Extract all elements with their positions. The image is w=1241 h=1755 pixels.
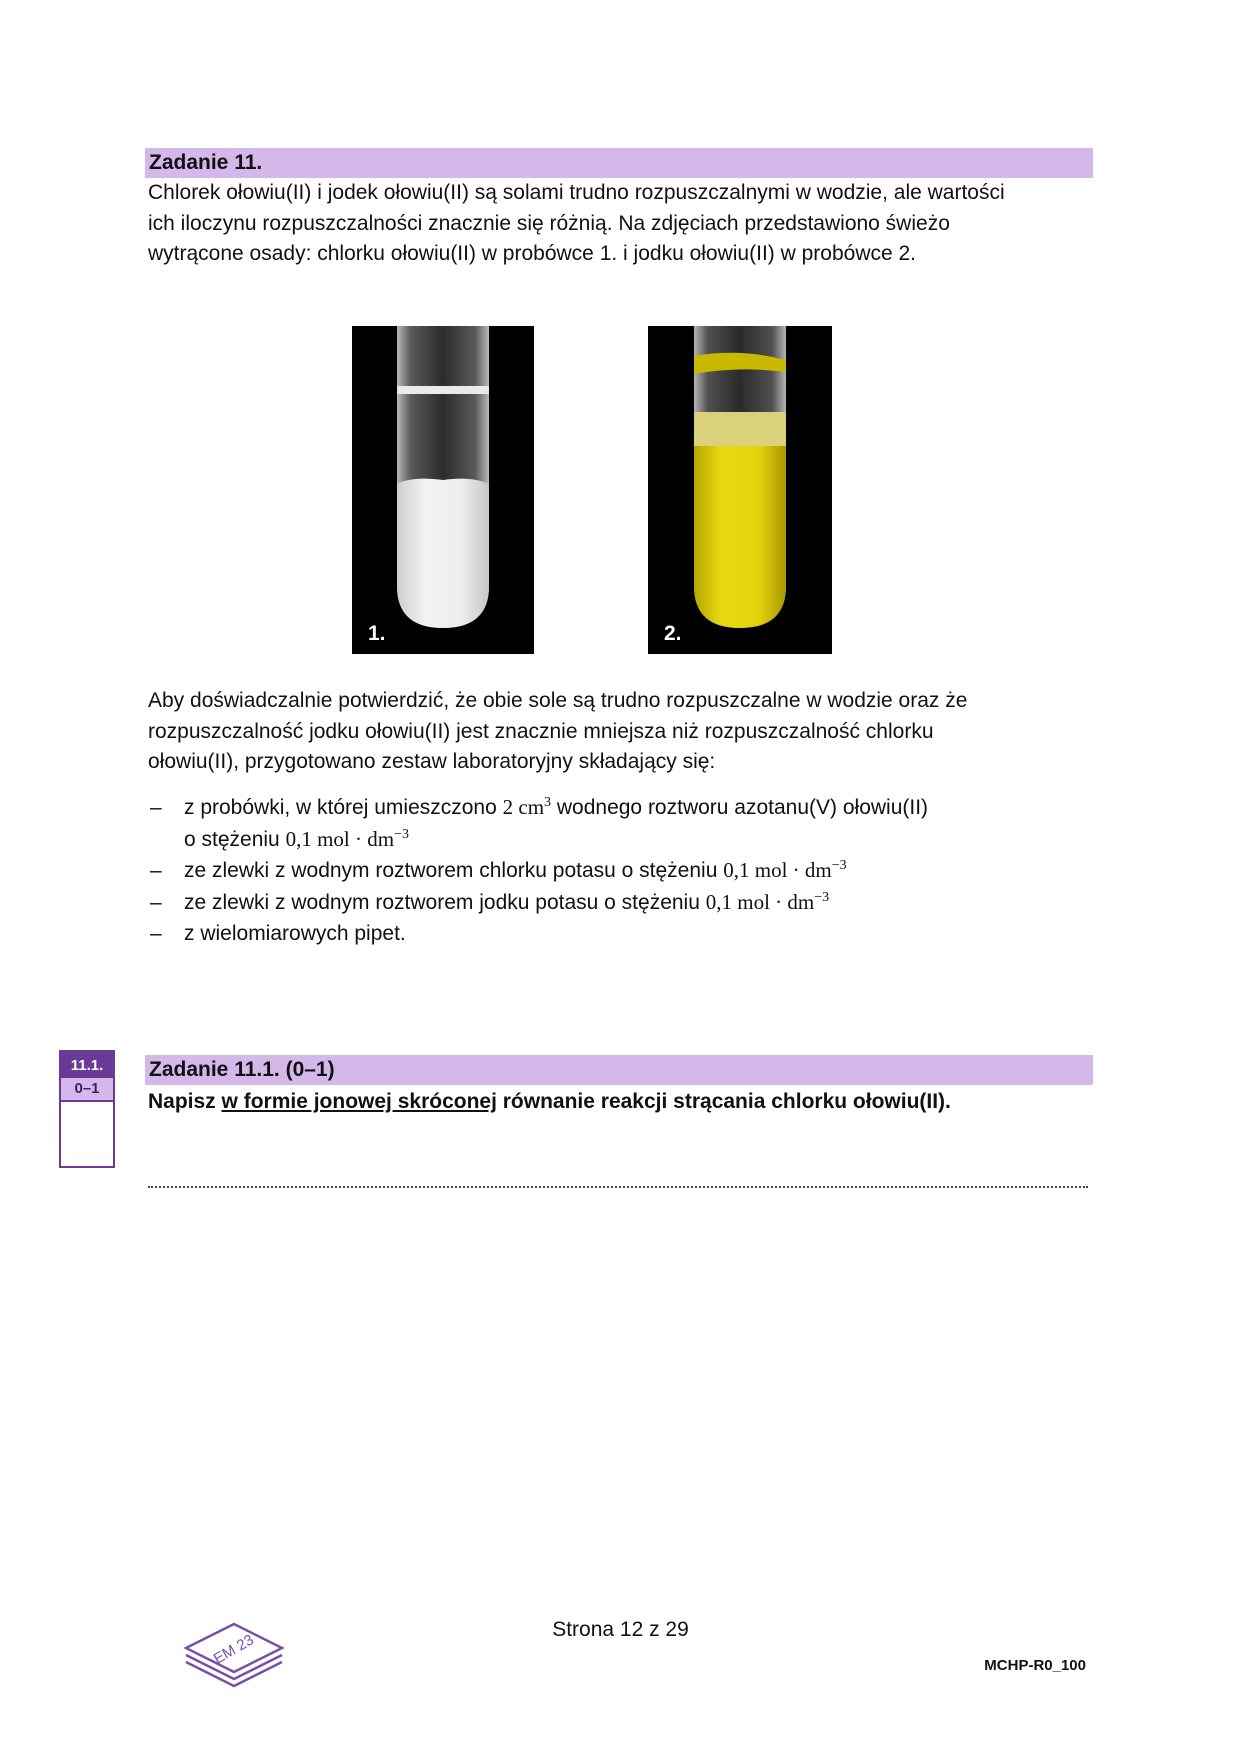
task-title: Zadanie 11. — [145, 148, 1093, 178]
concentration-value: 0,1 mol · dm — [705, 889, 815, 914]
score-task-id: 11.1. — [59, 1050, 115, 1078]
list-item — [148, 887, 928, 919]
concentration-exponent: −3 — [814, 889, 830, 905]
test-tube-photo-2 — [648, 326, 832, 654]
description-line-3: ołowiu(II), przygotowano zestaw laboratoryjny składający się: — [148, 750, 716, 773]
score-range: 0–1 — [59, 1078, 115, 1102]
equipment-list — [148, 792, 928, 950]
test-tube-yellow-precipitate-image — [648, 326, 832, 654]
instruction-text: Napisz — [148, 1090, 222, 1113]
instruction-text: równanie reakcji strącania chlorku ołowiu(II). — [496, 1090, 951, 1113]
photo-label-1: 1. — [368, 622, 386, 645]
instruction-emphasis: w formie jonowej skróconej — [221, 1090, 497, 1113]
concentration-exponent: −3 — [831, 858, 847, 873]
exam-code: MCHP-R0_100 — [984, 1657, 1086, 1674]
logo-text: EM 23 — [210, 1631, 257, 1668]
intro-line-1: Chlorek ołowiu(II) i jodek ołowiu(II) są solami trudno rozpuszczalnymi w wodzie, ale wartości — [148, 181, 1005, 204]
volume-value: 2 cm — [502, 795, 545, 819]
list-item — [148, 792, 928, 855]
concentration-value: 0,1 mol · dm — [285, 826, 395, 851]
score-entry-field[interactable] — [59, 1102, 115, 1168]
task-intro — [148, 178, 1088, 270]
list-item — [148, 918, 928, 950]
page-number: Strona 12 z 29 — [552, 1618, 689, 1641]
test-tube-white-precipitate-image — [352, 326, 534, 654]
list-dash: – — [150, 859, 162, 882]
task-description — [148, 686, 1088, 778]
photo-label-2: 2. — [664, 622, 682, 645]
list-item-text: o stężeniu — [184, 827, 286, 851]
description-line-2: rozpuszczalność jodku ołowiu(II) jest znacznie mniejsza niż rozpuszczalność chlorku — [148, 719, 934, 743]
intro-line-2: ich iloczynu rozpuszczalności znacznie się różnią. Na zdjęciach przedstawiono świeżo — [148, 211, 950, 235]
description-line-1: Aby doświadczalnie potwierdzić, że obie sole są trudno rozpuszczalne w wodzie oraz że — [148, 689, 968, 712]
subtask-title: Zadanie 11.1. (0–1) — [145, 1055, 1093, 1085]
intro-line-3: wytrącone osady: chlorku ołowiu(II) w probówce 1. i jodku ołowiu(II) w probówce 2. — [148, 242, 917, 265]
test-tube-photo-1 — [352, 326, 534, 654]
answer-line[interactable] — [148, 1184, 1088, 1188]
score-box — [59, 1050, 115, 1168]
list-item-text: wodnego roztworu azotanu(V) ołowiu(II) — [551, 796, 929, 819]
volume-exponent: 3 — [544, 795, 552, 810]
list-item-text: z probówki, w której umieszczono — [184, 796, 503, 819]
list-item — [148, 855, 928, 887]
list-item-text: ze zlewki z wodnym roztworem chlorku potasu o stężeniu — [184, 859, 724, 882]
list-dash: – — [150, 922, 162, 945]
list-item-text: z wielomiarowych pipet. — [184, 922, 406, 945]
concentration-exponent: −3 — [394, 826, 409, 842]
list-item-text: ze zlewki z wodnym roztworem jodku potasu o stężeniu — [184, 890, 706, 914]
list-dash: – — [150, 796, 162, 819]
list-dash: – — [150, 890, 162, 914]
concentration-value: 0,1 mol · dm — [723, 858, 832, 882]
subtask-instruction — [148, 1087, 1088, 1118]
